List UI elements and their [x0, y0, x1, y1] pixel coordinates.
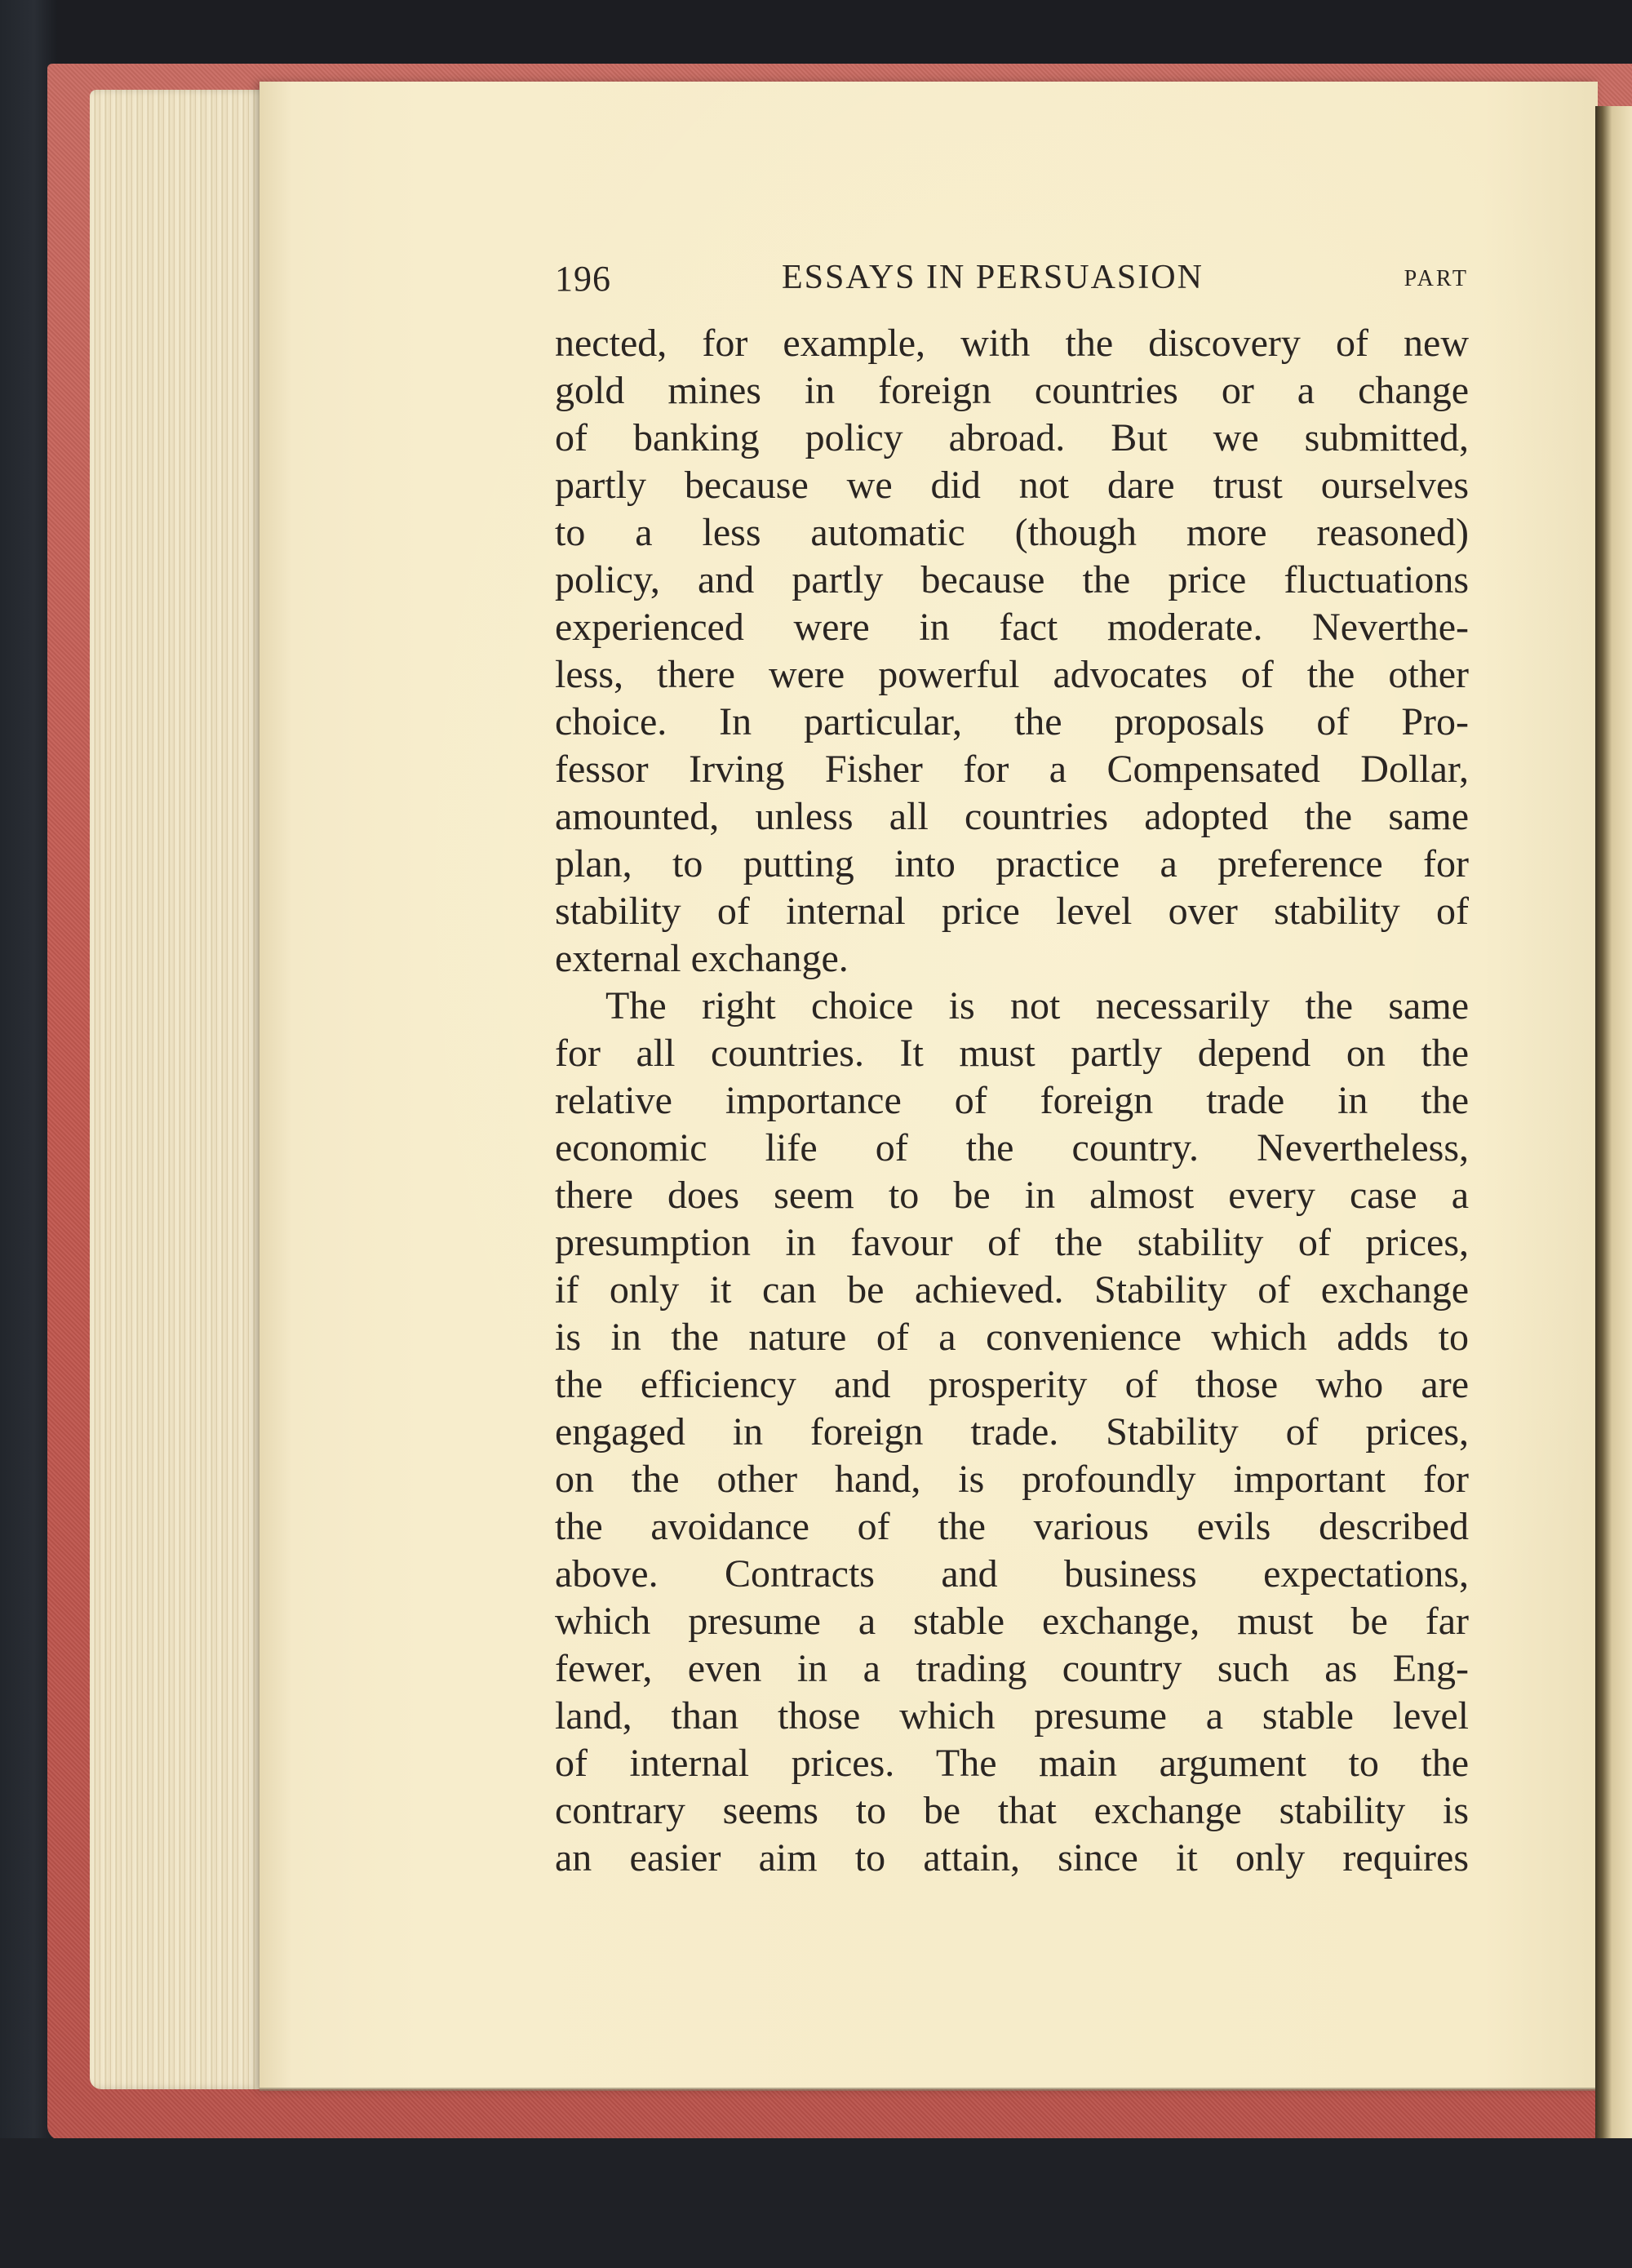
scanner-background-bottom [0, 2138, 1632, 2268]
text-line: partly because we did not dare trust ourselves [555, 464, 1469, 507]
text-line: which presume a stable exchange, must be far [555, 1600, 1469, 1643]
body-text [555, 320, 1469, 1882]
text-line: presumption in favour of the stability of prices, [555, 1221, 1469, 1264]
running-head [555, 253, 1469, 318]
text-line: the efficiency and prosperity of those who are [555, 1363, 1469, 1406]
text-line: external exchange. [555, 937, 849, 980]
text-line: land, than those which presume a stable level [555, 1694, 1469, 1738]
text-line: choice. In particular, the proposals of Pro- [555, 700, 1469, 743]
text-line: on the other hand, is profoundly important for [555, 1458, 1469, 1501]
text-line: of banking policy abroad. But we submitted, [555, 416, 1469, 459]
facing-page-edge [1595, 106, 1632, 2146]
page-bottom-edge [259, 2088, 1598, 2091]
page-edges [90, 90, 277, 2089]
text-line: plan, to putting into practice a preference for [555, 842, 1469, 885]
text-line: nected, for example, with the discovery of new [555, 322, 1469, 365]
text-line: policy, and partly because the price fluctuations [555, 558, 1469, 601]
text-line: stability of internal price level over stability of [555, 890, 1469, 933]
text-line: economic life of the country. Nevertheless, [555, 1126, 1469, 1170]
text-line: contrary seems to be that exchange stability is [555, 1789, 1469, 1832]
text-line: gold mines in foreign countries or a change [555, 369, 1469, 412]
text-line: an easier aim to attain, since it only requires [555, 1836, 1469, 1880]
text-line: to a less automatic (though more reasoned) [555, 511, 1469, 554]
running-head-title: ESSAYS IN PERSUASION [782, 259, 1204, 296]
text-line: if only it can be achieved. Stability of exchange [555, 1268, 1469, 1312]
text-line: is in the nature of a convenience which adds to [555, 1316, 1469, 1359]
text-line: relative importance of foreign trade in the [555, 1079, 1469, 1122]
text-line: engaged in foreign trade. Stability of prices, [555, 1410, 1469, 1454]
text-line: amounted, unless all countries adopted the same [555, 795, 1469, 838]
page-number: 196 [555, 259, 611, 299]
text-line: fewer, even in a trading country such as Eng- [555, 1647, 1469, 1690]
text-line: above. Contracts and business expectations, [555, 1552, 1469, 1596]
text-line: less, there were powerful advocates of the other [555, 653, 1469, 696]
text-line: for all countries. It must partly depend on the [555, 1032, 1469, 1075]
text-line: the avoidance of the various evils described [555, 1505, 1469, 1548]
paragraph-1 [555, 320, 1469, 983]
text-line: there does seem to be in almost every case a [555, 1174, 1469, 1217]
text-line: experienced were in fact moderate. Neverthe- [555, 606, 1469, 649]
text-line: fessor Irving Fisher for a Compensated Dollar, [555, 748, 1469, 791]
page-text [555, 253, 1469, 1882]
running-head-part: PART [1404, 266, 1469, 291]
paragraph-2 [555, 983, 1469, 1882]
text-line: The right choice is not necessarily the same [605, 984, 1469, 1027]
text-line: of internal prices. The main argument to the [555, 1742, 1469, 1785]
